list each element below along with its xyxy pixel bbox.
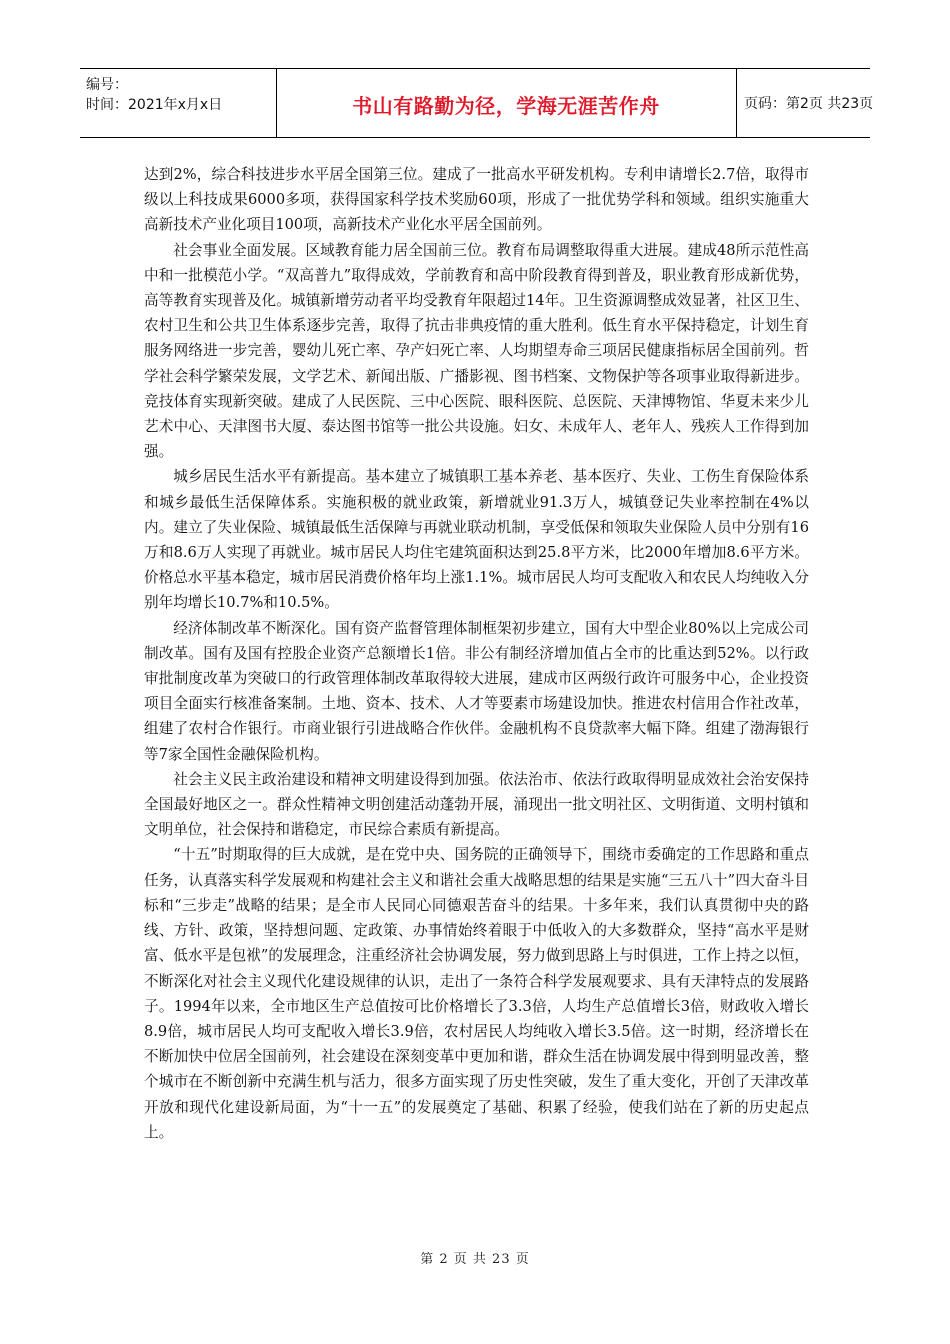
paragraph-social-development: 社会事业全面发展。区域教育能力居全国前三位。教育布局调整取得重大进展。建成48所示范性高中和一批模范小学。“双高普九”取得成效，学前教育和高中阶段教育得到普及，职业教育形成新优势，高等教育实现普及化。城镇新增劳动者平均受教育年限超过14年。卫生资源调整成效显著，社区卫生、农村卫生和公共卫生体系逐步完善，取得了抗击非典疫情的重大胜利。低生育水平保持稳定，计划生育服务网络进一步完善，婴幼儿死亡率、孕产妇死亡率、人均期望寿命三项居民健康指标居全国前列。哲学社会科学繁荣发展，文学艺术、新闻出版、广播影视、图书档案、文物保护等各项事业取得新进步。竞技体育实现新突破。建成了人民医院、三中心医院、眼科医院、总医院、天津博物馆、华夏未来少儿艺术中心、天津图书大厦、泰达图书馆等一批公共设施。妇女、未成年人、老年人、残疾人工作得到加强。 <box>144 241 809 461</box>
header-page-cell <box>736 69 874 137</box>
header-page-info: 页码：第2页 共23页 <box>744 96 874 112</box>
header-motto: 书山有路勤为径，学海无涯苦作舟 <box>352 94 660 118</box>
document-body <box>144 162 809 1145</box>
page-footer: 第 2 页 共 23 页 <box>420 1252 530 1267</box>
paragraph-democracy-civilization: 社会主义民主政治建设和精神文明建设得到加强。依法治市、依法行政取得明显成效社会治安保持全国最好地区之一。群众性精神文明创建活动蓬勃开展，涌现出一批文明社区、文明街道、文明村镇和文明单位，社会保持和谐稳定，市民综合素质有新提高。 <box>144 770 809 839</box>
document-number-label: 编号： <box>86 77 128 93</box>
header-motto-cell <box>276 69 737 137</box>
paragraph-living-standards: 城乡居民生活水平有新提高。基本建立了城镇职工基本养老、基本医疗、失业、工伤生育保险体系和城乡最低生活保障体系。实施积极的就业政策，新增就业91.3万人，城镇登记失业率控制在4%以内。建立了失业保险、城镇最低生活保障与再就业联动机制，享受低保和领取失业保险人员中分别有16万和8.6万人实现了再就业。城市居民人均住宅建筑面积达到25.8平方米，比2000年增加8.6平方米。价格总水平基本稳定，城市居民消费价格年均上涨1.1%。城市居民人均可支配收入和农民人均纯收入分别年均增长10.7%和10.5%。 <box>144 468 809 612</box>
paragraph-science-tech: 达到2%，综合科技进步水平居全国第三位。建成了一批高水平研发机构。专利申请增长2.7倍，取得市级以上科技成果6000多项，获得国家科学技术奖励60项，形成了一批优势学科和领域。组织实施重大高新技术产业化项目100项，高新技术产业化水平居全国前列。 <box>144 166 809 234</box>
paragraph-achievements-summary: “十五”时期取得的巨大成就，是在党中央、国务院的正确领导下，围绕市委确定的工作思路和重点任务，认真落实科学发展观和构建社会主义和谐社会重大战略思想的结果是实施“三五八十”四大奋斗目标和“三步走”战略的结果；是全市人民同心同德艰苦奋斗的结果。十多年来，我们认真贯彻中央的路线、方针、政策，坚持想问题、定政策、办事情始终着眼于中低收入的大多数群众，坚持“高水平是财富、低水平是包袱”的发展理念，注重经济社会协调发展，努力做到思路上与时俱进，工作上持之以恒，不断深化对社会主义现代化建设规律的认识，走出了一条符合科学发展观要求、具有天津特点的发展路子。1994年以来，全市地区生产总值按可比价格增长了3.3倍，人均生产总值增长3倍，财政收入增长8.9倍，城市居民人均可支配收入增长3.9倍，农村居民人均纯收入增长3.5倍。这一时期，经济增长在不断加快中位居全国前列，社会建设在深刻变革中更加和谐，群众生活在协调发展中得到明显改善，整个城市在不断创新中充满生机与活力，很多方面实现了历史性突破，发生了重大变化，开创了天津改革开放和现代化建设新局面，为“十一五”的发展奠定了基础、积累了经验，使我们站在了新的历史起点上。 <box>144 846 809 1141</box>
paragraph-economic-reform: 经济体制改革不断深化。国有资产监督管理体制框架初步建立，国有大中型企业80%以上完成公司制改革。国有及国有控股企业资产总额增长1倍。非公有制经济增加值占全市的比重达到52%。以行政审批制度改革为突破口的行政管理体制改革取得较大进展，建成市区两级行政许可服务中心，企业投资项目全面实行核准备案制。土地、资本、技术、人才等要素市场建设加快。推进农村信用合作社改革，组建了农村合作银行。市商业银行引进战略合作伙伴。金融机构不良贷款率大幅下降。组建了渤海银行等7家全国性金融保险机构。 <box>144 619 809 763</box>
document-time-label: 时间：2021年x月x日 <box>86 97 223 113</box>
page-header <box>80 68 874 138</box>
header-meta-cell <box>80 69 277 137</box>
